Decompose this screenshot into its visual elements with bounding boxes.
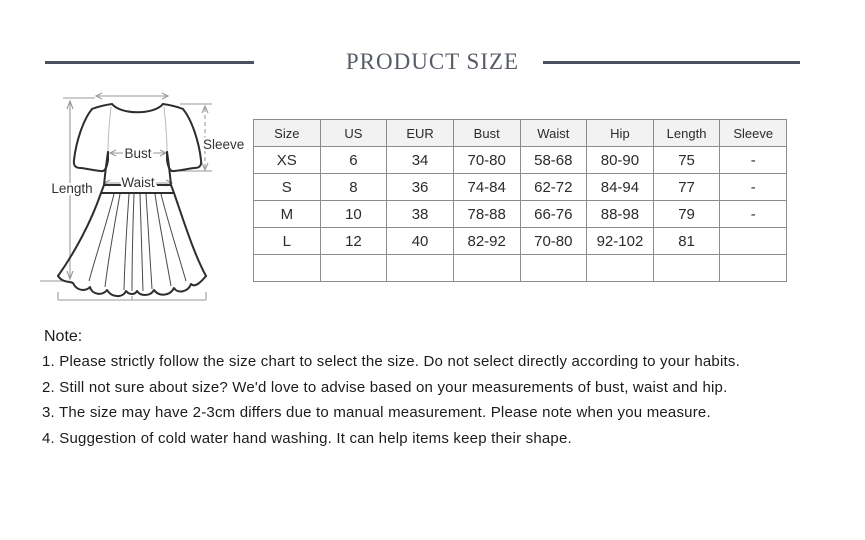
cell-eur: 40 xyxy=(387,228,454,255)
cell-length: 77 xyxy=(653,174,720,201)
sleeve-label: Sleeve xyxy=(203,137,245,152)
cell-waist: 58-68 xyxy=(520,147,587,174)
table-header-row xyxy=(254,120,787,147)
cell-us: 12 xyxy=(320,228,387,255)
cell-size: S xyxy=(254,174,321,201)
page-title: PRODUCT SIZE xyxy=(345,49,520,74)
note-item-3: 3. The size may have 2-3cm differs due to manual measurement. Please note when you measure. xyxy=(42,404,711,421)
measurement-lines xyxy=(40,93,212,300)
cell-eur: 38 xyxy=(387,201,454,228)
cell-sleeve xyxy=(720,255,787,282)
cell-hip: 92-102 xyxy=(587,228,654,255)
column-header-size: Size xyxy=(254,120,321,147)
column-header-waist: Waist xyxy=(520,120,587,147)
note-item-2: 2. Still not sure about size? We'd love to advise based on your measurements of bust, waist and hip. xyxy=(42,378,728,396)
column-header-eur: EUR xyxy=(387,120,454,147)
length-label: Length xyxy=(51,181,93,196)
cell-sleeve: - xyxy=(720,174,787,201)
cell-hip: 84-94 xyxy=(587,174,654,201)
cell-hip: 80-90 xyxy=(587,147,654,174)
notes-heading: Note: xyxy=(44,328,83,345)
cell-waist: 62-72 xyxy=(520,174,587,201)
cell-size: XS xyxy=(254,147,321,174)
cell-eur xyxy=(387,255,454,282)
title-rule-right xyxy=(543,61,800,64)
cell-length: 79 xyxy=(653,201,720,228)
cell-length: 81 xyxy=(653,228,720,255)
cell-length: 75 xyxy=(653,147,720,174)
cell-eur: 36 xyxy=(387,174,454,201)
cell-us: 6 xyxy=(320,147,387,174)
skirt-pleat-lines xyxy=(89,194,186,291)
cell-hip: 88-98 xyxy=(587,201,654,228)
column-header-sleeve: Sleeve xyxy=(720,120,787,147)
column-header-length: Length xyxy=(653,120,720,147)
table-row-empty xyxy=(254,255,787,282)
cell-hip xyxy=(587,255,654,282)
cell-bust xyxy=(453,255,520,282)
cell-bust: 70-80 xyxy=(453,147,520,174)
table-row-l xyxy=(254,228,787,255)
cell-waist xyxy=(520,255,587,282)
cell-size: M xyxy=(254,201,321,228)
note-item-1: 1. Please strictly follow the size chart to select the size. Do not select directly according to your habits. xyxy=(42,353,740,370)
cell-size: L xyxy=(254,228,321,255)
column-header-us: US xyxy=(320,120,387,147)
cell-us: 8 xyxy=(320,174,387,201)
cell-eur: 34 xyxy=(387,147,454,174)
cell-bust: 78-88 xyxy=(453,201,520,228)
cell-sleeve: - xyxy=(720,201,787,228)
cell-sleeve xyxy=(720,228,787,255)
cell-us: 10 xyxy=(320,201,387,228)
column-header-bust: Bust xyxy=(453,120,520,147)
table-row-s xyxy=(254,174,787,201)
waist-label: Waist xyxy=(121,175,155,190)
cell-size xyxy=(254,255,321,282)
cell-length xyxy=(653,255,720,282)
cell-bust: 82-92 xyxy=(453,228,520,255)
cell-us xyxy=(320,255,387,282)
cell-bust: 74-84 xyxy=(453,174,520,201)
cell-sleeve: - xyxy=(720,147,787,174)
table-row-xs xyxy=(254,147,787,174)
bust-label: Bust xyxy=(124,146,152,161)
notes-section xyxy=(42,328,847,456)
column-header-hip: Hip xyxy=(587,120,654,147)
cell-waist: 66-76 xyxy=(520,201,587,228)
cell-waist: 70-80 xyxy=(520,228,587,255)
table-row-m xyxy=(254,201,787,228)
note-item-4: 4. Suggestion of cold water hand washing. It can help items keep their shape. xyxy=(42,429,572,447)
dress-measurement-diagram xyxy=(28,70,260,322)
size-table xyxy=(253,119,787,282)
